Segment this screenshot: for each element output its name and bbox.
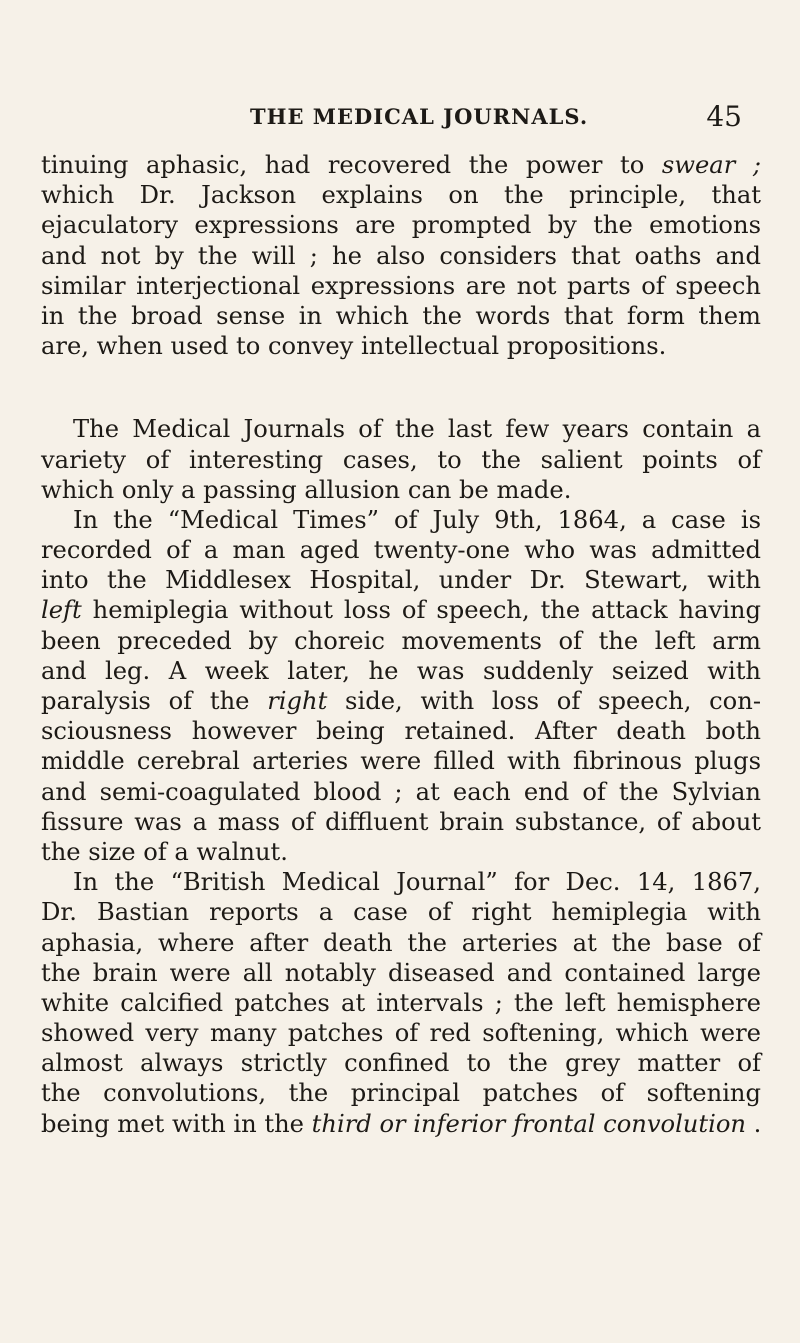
paragraph-british-medical-journal-case (41, 867, 761, 1139)
text-run: been preceded by choreic movements of the left arm (41, 626, 761, 655)
text-line (41, 505, 761, 535)
italic-text: swear ; (661, 151, 761, 179)
text-line (41, 746, 761, 776)
text-run: and semi-coagulated blood ; at each end of the Sylvian (41, 777, 761, 806)
text-run: the convolutions, the principal patches of softening (41, 1079, 761, 1108)
text-run: aphasia, where after death the arteries at the base of (41, 928, 761, 957)
text-line (41, 180, 761, 210)
paragraph-medical-journals-intro (41, 414, 761, 505)
text-line (41, 958, 761, 988)
text-line (41, 445, 761, 475)
text-run: in the broad sense in which the words that form them (41, 301, 761, 330)
text-line (41, 988, 761, 1018)
text-run: variety of interesting cases, to the salient points of (41, 445, 761, 474)
text-line (41, 837, 761, 867)
text-line (41, 535, 761, 565)
section-break (41, 361, 761, 414)
page-header (0, 100, 800, 138)
text-line (41, 210, 761, 240)
text-line (41, 475, 761, 505)
page-number: 45 (706, 100, 742, 133)
text-line (41, 1109, 761, 1139)
text-run: similar interjectional expressions are not parts of speech (41, 271, 761, 300)
text-line (41, 414, 761, 444)
text-line (41, 716, 761, 746)
body-text (41, 150, 761, 1139)
text-line (41, 595, 761, 625)
italic-text: third or inferior frontal convolution (311, 1109, 746, 1138)
text-run: and leg. A week later, he was suddenly seized with (41, 656, 761, 685)
text-run: . (745, 1109, 762, 1138)
text-line (41, 626, 761, 656)
paragraph-medical-times-case (41, 505, 761, 867)
italic-text: right (267, 687, 328, 715)
text-line (41, 1078, 761, 1108)
text-run: are, when used to convey intellectual propositions. (41, 332, 667, 361)
text-run: into the Middlesex Hospital, under Dr. Stewart, with (41, 566, 761, 595)
text-run: Dr. Bastian reports a case of right hemiplegia with (41, 898, 761, 927)
text-run: In the “British Medical Journal” for Dec. 14, 1867, (73, 868, 761, 897)
text-line (41, 301, 761, 331)
text-line (41, 897, 761, 927)
text-line (41, 867, 761, 897)
text-run: sciousness however being retained. After death both (41, 717, 761, 746)
text-line (41, 928, 761, 958)
text-line (41, 656, 761, 686)
text-run: the brain were all notably diseased and contained large (41, 958, 761, 987)
text-run: hemiplegia without loss of speech, the attack having (81, 596, 761, 625)
text-run: middle cerebral arteries were filled with fibrinous plugs (41, 747, 761, 776)
text-run: the size of a walnut. (41, 837, 288, 866)
paragraph-aphasic-swearing (41, 150, 761, 361)
text-line (41, 271, 761, 301)
text-run: side, with loss of speech, con- (327, 687, 761, 715)
text-run: white calcified patches at intervals ; the left hemisphere (41, 988, 761, 1017)
text-line (41, 331, 761, 361)
text-line (41, 807, 761, 837)
text-run: almost always strictly confined to the grey matter of (41, 1049, 761, 1078)
text-run: fissure was a mass of diffluent brain substance, of about (41, 807, 761, 836)
text-run: tinuing aphasic, had recovered the power to (41, 151, 662, 179)
text-run: recorded of a man aged twenty-one who was admitted (41, 536, 761, 565)
text-line (41, 241, 761, 271)
text-run: In the “Medical Times” of July 9th, 1864, a case is (73, 505, 761, 534)
italic-text: left (41, 596, 82, 625)
text-line (41, 1018, 761, 1048)
text-run: showed very many patches of red softening, which were (41, 1019, 761, 1048)
text-line (41, 150, 761, 180)
text-run: being met with in the (41, 1109, 312, 1138)
text-line (41, 565, 761, 595)
text-line (41, 1048, 761, 1078)
text-run: The Medical Journals of the last few years contain a (73, 415, 761, 444)
text-line (41, 686, 761, 716)
running-head: THE MEDICAL JOURNALS. (250, 104, 589, 129)
text-run: which only a passing allusion can be made. (41, 475, 572, 504)
text-run: paralysis of the (41, 687, 268, 715)
text-run: and not by the will ; he also considers that oaths and (41, 241, 761, 270)
text-run: which Dr. Jackson explains on the principle, that (41, 181, 761, 210)
text-line (41, 777, 761, 807)
text-run: ejaculatory expressions are prompted by the emotions (41, 211, 761, 240)
